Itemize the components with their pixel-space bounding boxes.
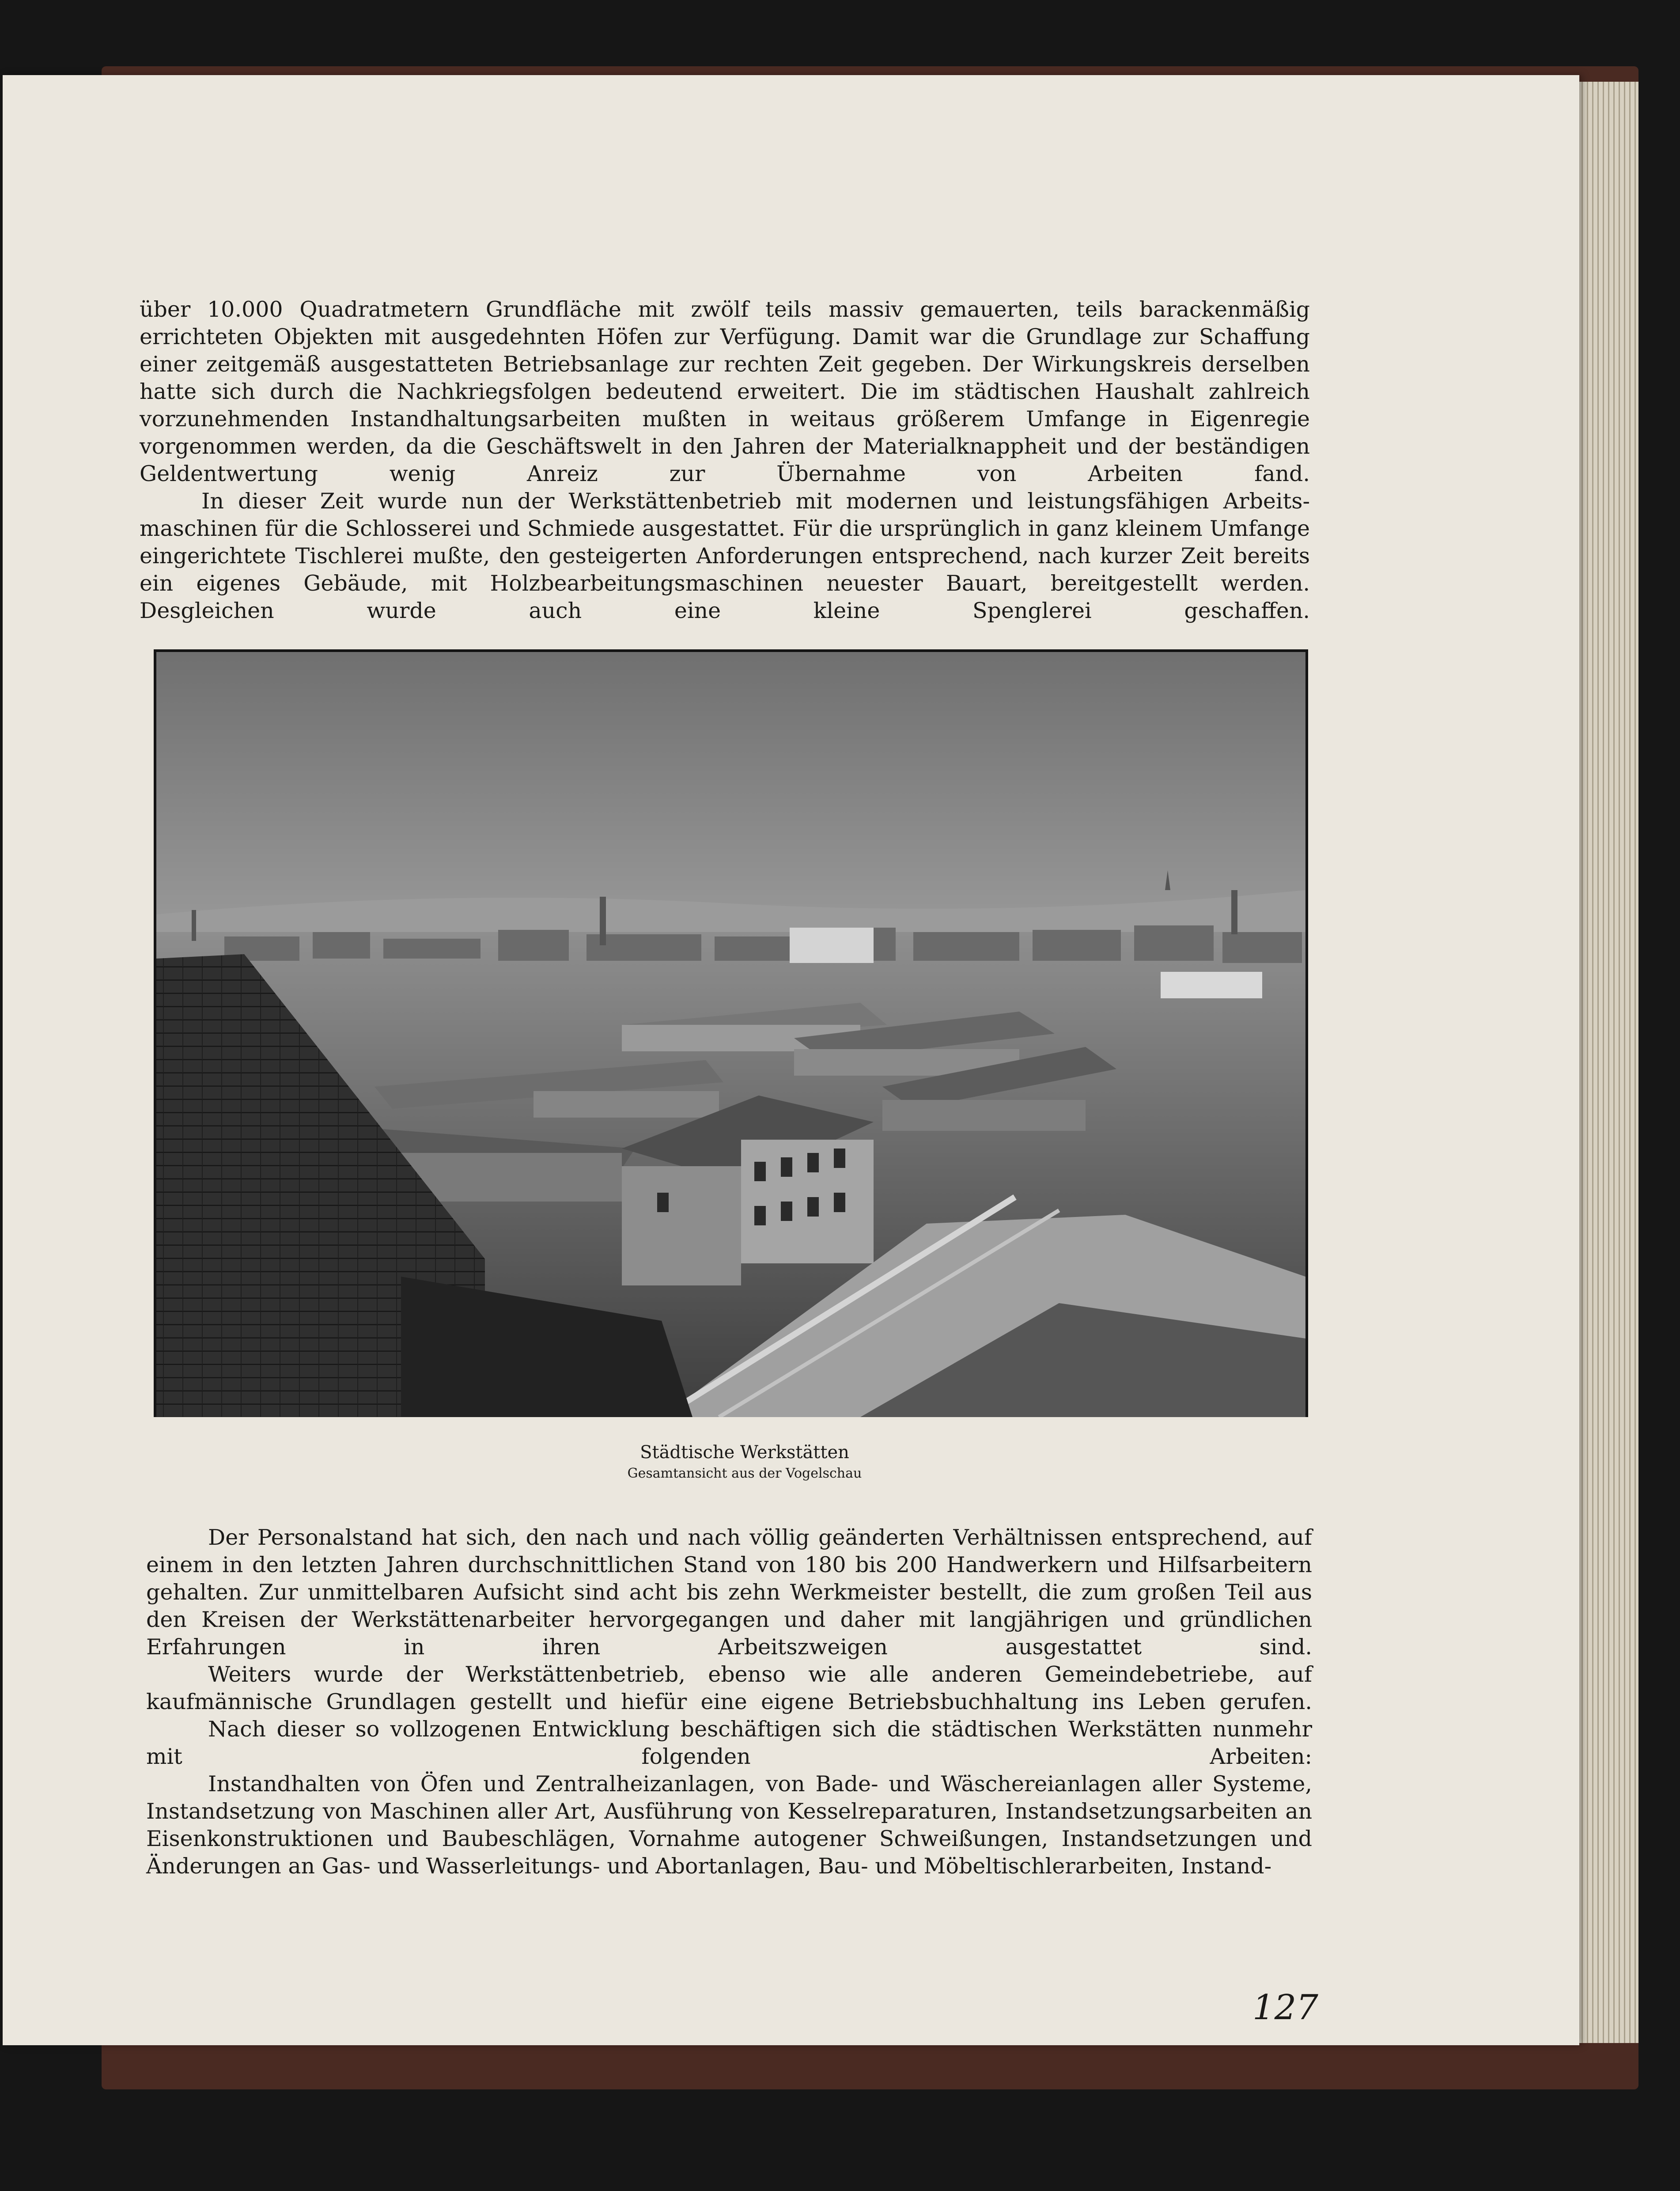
text-line: In dieser Zeit wurde nun der Werkstättenbetrieb mit modernen und leistungsfähigen Arbeits-	[201, 489, 1310, 514]
text-line: eigenes Gebäude, mit Holzbearbeitungsmaschinen neuester Bauart, bereitgestellt werden. Desgleichen	[140, 571, 1310, 623]
white-building	[1161, 972, 1262, 998]
paragraph	[146, 1524, 1312, 1661]
text-line: die Geschäftswelt in den Jahren der Materialknappheit und der beständigen Geldentwertung wenig Anreiz	[140, 434, 1310, 486]
text-line: maschinen für die Schlosserei und Schmiede ausgestattet. Für die ursprünglich in ganz kleinem Umfange	[140, 516, 1310, 541]
caption-title: Städtische Werkstätten	[640, 1442, 849, 1463]
text-line: gehalten. Zur unmittelbaren Aufsicht sind acht bis zehn Werkmeister bestellt, die zum großen Teil aus	[146, 1580, 1312, 1605]
caption-subtitle: Gesamtansicht aus der Vogelschau	[627, 1466, 862, 1481]
lower-text-block	[146, 1524, 1312, 1880]
text-line: Eisenkonstruktionen und Baubeschlägen, Vornahme autogener Schweißungen, Instandsetzungen und	[146, 1826, 1312, 1851]
text-line: über 10.000 Quadratmetern Grundfläche mit zwölf teils massiv gemauerten, teils barackenmäßig errichteten	[140, 297, 1310, 349]
text-line: Instandhalten von Öfen und Zentralheizanlagen, von Bade- und Wäschereianlagen aller Systeme,	[208, 1771, 1312, 1797]
photo-caption	[502, 1441, 988, 1483]
text-line: Grundlagen gestellt und hiefür eine eigene Betriebsbuchhaltung ins Leben gerufen.	[326, 1689, 1312, 1714]
paragraph	[140, 296, 1310, 488]
text-line: Weiters wurde der Werkstättenbetrieb, ebenso wie alle anderen Gemeindebetriebe, auf kaufmännische	[146, 1662, 1312, 1714]
factory-aerial-photo	[154, 649, 1308, 1417]
text-line: Erfahrungen in ihren Arbeitszweigen ausgestattet sind.	[146, 1634, 1312, 1660]
text-line: ausgestatteten Betriebsanlage zur rechten Zeit gegeben. Der Wirkungskreis derselben hatte sich durch die	[140, 352, 1310, 404]
book-page	[3, 75, 1579, 2045]
paragraph	[146, 1770, 1312, 1880]
text-line: Nach dieser so vollzogenen Entwicklung beschäftigen sich die städtischen Werkstätten nunmehr mit	[146, 1717, 1312, 1769]
text-line: folgenden Arbeiten:	[641, 1744, 1312, 1769]
upper-text-block	[140, 296, 1310, 625]
text-line: wurde auch eine kleine Spenglerei geschaffen.	[367, 598, 1310, 623]
paragraph	[146, 1661, 1312, 1716]
text-line: Nachkriegsfolgen bedeutend erweitert. Die im städtischen Haushalt zahlreich vorzunehmenden	[140, 379, 1310, 432]
white-building	[790, 928, 874, 963]
text-line: Änderungen an Gas- und Wasserleitungs- und Abortanlagen, Bau- und Möbeltischlerarbeiten, Instand-	[146, 1854, 1272, 1879]
text-line: zur Übernahme von Arbeiten fand.	[669, 461, 1310, 486]
paragraph	[146, 1716, 1312, 1770]
text-line: Objekten mit ausgedehnten Höfen zur Verfügung. Damit war die Grundlage zur Schaffung einer zeitgemäß	[140, 324, 1310, 377]
text-line: einem in den letzten Jahren durchschnittlichen Stand von 180 bis 200 Handwerkern und Hilfsarbeitern	[146, 1552, 1312, 1577]
paragraph	[140, 488, 1310, 625]
page-edges	[1572, 82, 1638, 2043]
text-line: den Kreisen der Werkstättenarbeiter hervorgegangen und daher mit langjährigen und gründlichen	[146, 1607, 1312, 1632]
page-number: 127	[1252, 1988, 1318, 2028]
text-line: Der Personalstand hat sich, den nach und nach völlig geänderten Verhältnissen entsprechend, auf	[208, 1525, 1312, 1550]
text-line: eingerichtete Tischlerei mußte, den gesteigerten Anforderungen entsprechend, nach kurzer Zeit bereits ein	[140, 543, 1310, 596]
text-line: Instandsetzung von Maschinen aller Art, Ausführung von Kesselreparaturen, Instandsetzungsarbeiten an	[146, 1799, 1312, 1824]
text-line: Instandhaltungsarbeiten mußten in weitaus größerem Umfange in Eigenregie vorgenommen werden, da	[140, 406, 1310, 459]
